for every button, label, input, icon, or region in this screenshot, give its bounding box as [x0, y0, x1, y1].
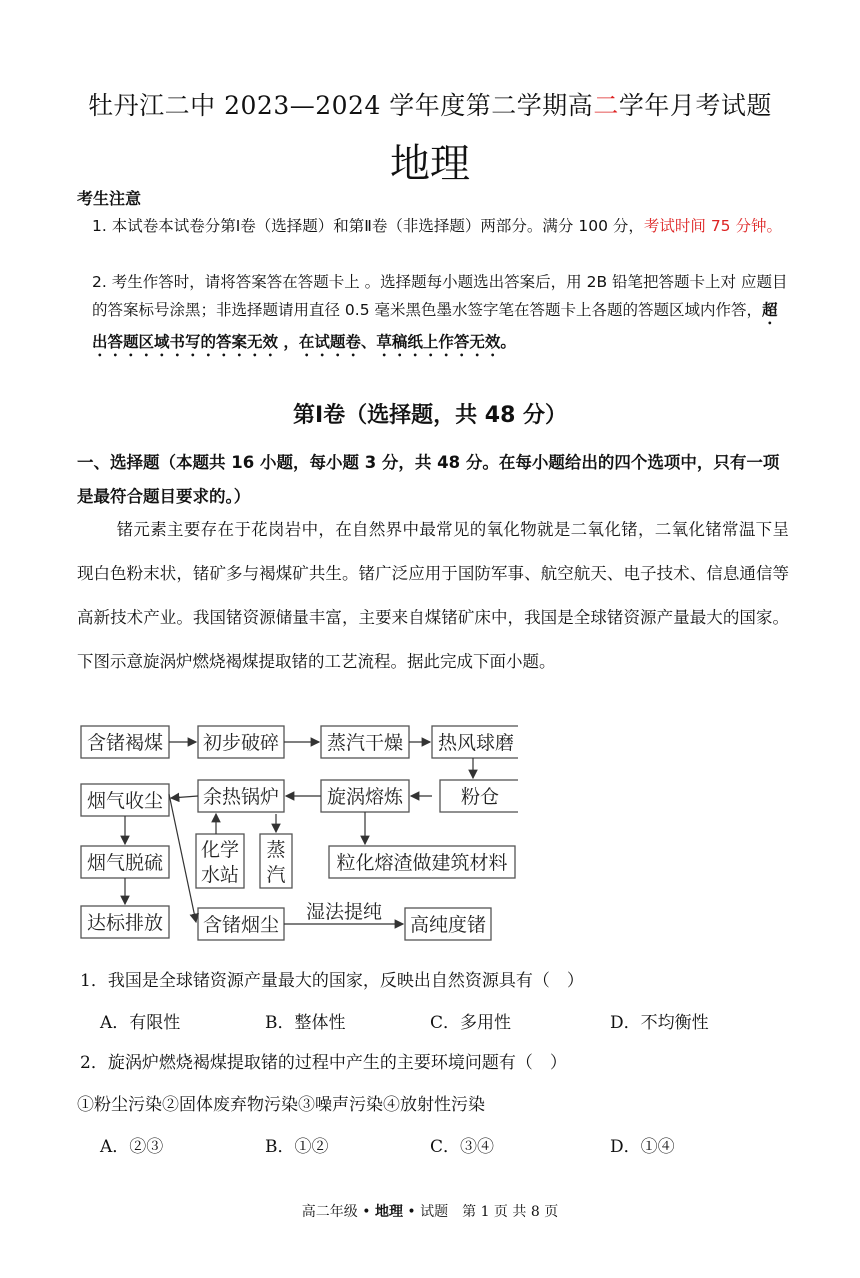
subject-title: 地理 — [390, 141, 470, 187]
flow-node: 汽 — [266, 864, 286, 886]
question-1-options — [100, 1008, 800, 1033]
flow-node: 烟气收尘 — [86, 790, 164, 812]
flow-node: 余热锅炉 — [202, 786, 280, 808]
flow-label: 湿法提纯 — [305, 901, 383, 923]
page-footer: 高二年级 • 地理 • 试题 第 1 页 共 8 页 — [301, 1204, 559, 1220]
part-instructions: 一、选择题（本题共 16 小题，每小题 3 分，共 48 分。在每小题给出的四个选项中，只有一项是最符合题目要求的。） — [77, 453, 780, 506]
flow-node: 水站 — [200, 864, 240, 886]
flow-node: 蒸汽干燥 — [326, 732, 404, 754]
flow-node: 高纯度锗 — [409, 914, 487, 936]
flow-node: 含锗烟尘 — [202, 914, 280, 936]
option-c: C．多用性 — [430, 1013, 512, 1033]
flow-node: 旋涡熔炼 — [326, 786, 404, 808]
process-flow-diagram — [78, 716, 518, 948]
flow-node: 烟气脱硫 — [86, 852, 164, 874]
question-2-sub: ①粉尘污染②固体废弃物污染③噪声污染④放射性污染 — [77, 1095, 485, 1115]
flow-node: 含锗褐煤 — [86, 732, 164, 754]
flow-node: 粒化熔渣做建筑材料 — [336, 852, 508, 874]
flow-node: 化学 — [200, 839, 240, 861]
section-title: 第Ⅰ卷（选择题，共 48 分） — [292, 403, 568, 428]
notice-item-1: 1. 本试卷本试卷分第Ⅰ卷（选择题）和第Ⅱ卷（非选择题）两部分。满分 100 分，考试时间 75 分钟。 — [92, 217, 782, 235]
notice-item-2: 2. 考生作答时，请将答案答在答题卡上 。选择题每小题选出答案后，用 2B 铅笔把答题卡上对 应题目的答案标号涂黑；非选择题请用直径 0.5 毫米黑色墨水签字笔在答题卡上各题的答题区域内作答，超出答题区域书写的答案无效 ，在试题卷、草稿纸上作答无效。 — [92, 273, 788, 351]
flow-node: 粉仓 — [460, 786, 500, 808]
question-1-stem: 1．我国是全球锗资源产量最大的国家，反映出自然资源具有（ ） — [80, 971, 584, 991]
option-c: C．③④ — [430, 1137, 495, 1157]
notice-heading: 考生注意 — [77, 189, 142, 208]
exam-title: 牡丹江二中 2023—2024 学年度第二学期高二学年月考试题 — [88, 91, 772, 120]
question-2-stem: 2．旋涡炉燃烧褐煤提取锗的过程中产生的主要环境问题有（ ） — [80, 1053, 567, 1073]
question-2-options — [100, 1132, 800, 1157]
passage: 锗元素主要存在于花岗岩中，在自然界中最常见的氧化物就是二氧化锗，二氧化锗常温下呈现白色粉末状，锗矿多与褐煤矿共生。锗广泛应用于国防军事、航空航天、电子技术、信息通信等高新技术产业。我国锗资源储量丰富，主要来自煤锗矿床中，我国是全球锗资源产量最大的国家。下图示意旋涡炉燃烧褐煤提取锗的工艺流程。据此完成下面小题。 — [77, 520, 789, 671]
flow-node: 达标排放 — [86, 912, 164, 934]
option-a: A．有限性 — [100, 1013, 181, 1033]
option-a: A．②③ — [100, 1137, 164, 1157]
option-b: B．整体性 — [265, 1013, 346, 1033]
option-b: B．①② — [265, 1137, 329, 1157]
flow-node: 蒸 — [266, 839, 286, 861]
option-d: D．①④ — [610, 1137, 675, 1157]
option-d: D．不均衡性 — [610, 1013, 709, 1033]
flow-node: 初步破碎 — [202, 732, 280, 754]
flow-node: 热风球磨 — [437, 732, 515, 754]
